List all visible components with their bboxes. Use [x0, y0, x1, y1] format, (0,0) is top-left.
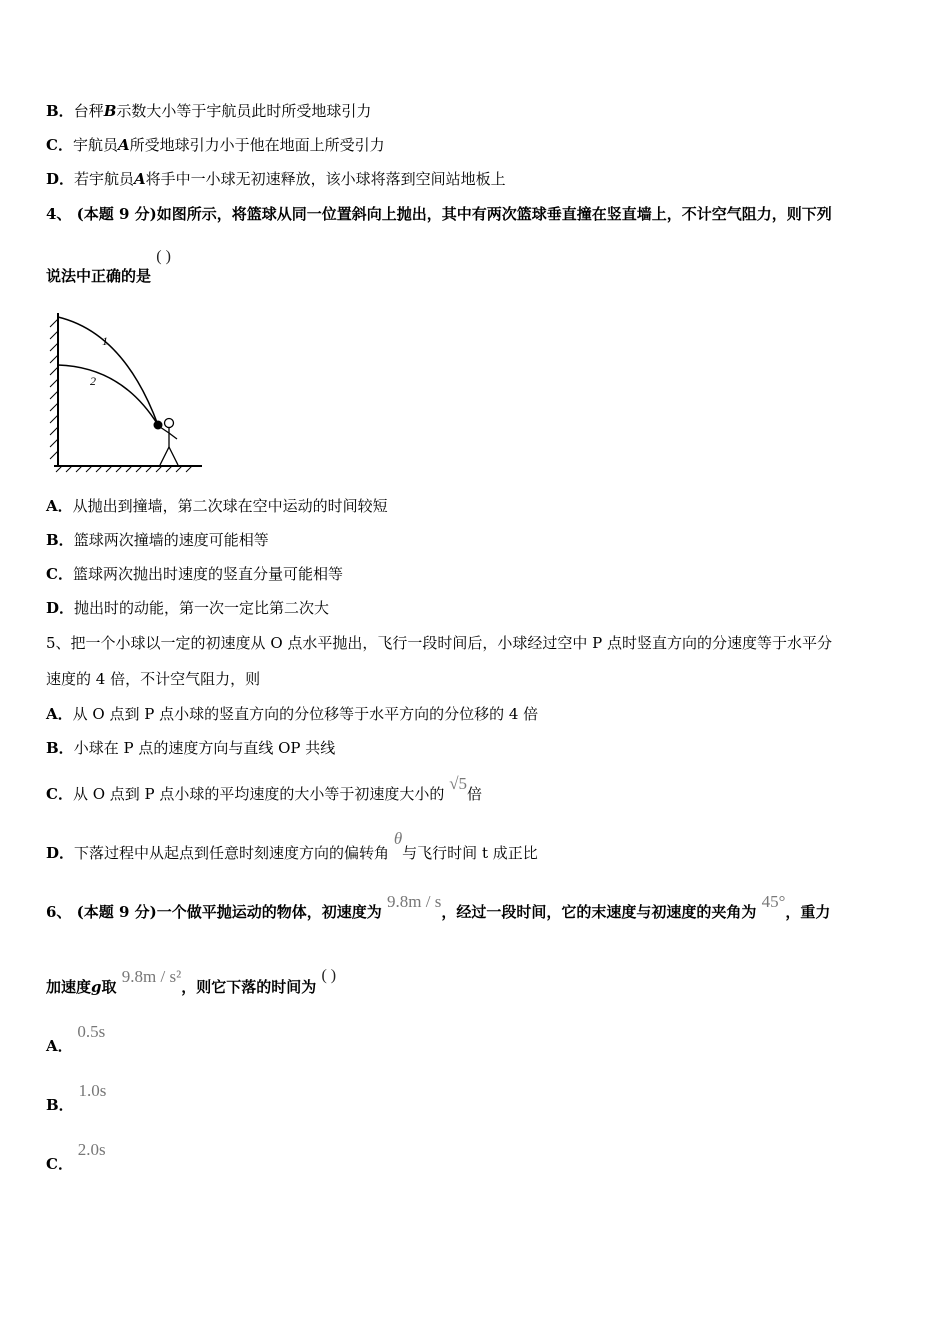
q5-option-d: D．下落过程中从起点到任意时刻速度方向的偏转角 θ与飞行时间 t 成正比: [46, 829, 538, 862]
q4-stem-line2: 说法中正确的是 ( ): [46, 248, 171, 285]
angle-value: 45°: [761, 892, 786, 911]
q3-option-d: D．若宇航员A将手中一小球无初速释放，该小球将落到空间站地板上: [46, 170, 506, 188]
curve-label-1: 1: [102, 334, 108, 348]
theta-symbol: θ: [393, 829, 403, 848]
q4-option-a: A．从抛出到撞墙，第二次球在空中运动的时间较短: [46, 497, 388, 515]
q6-stem-line2: 加速度g取 9.8m / s²，则它下落的时间为 ( ): [46, 967, 337, 996]
trajectory-1: [58, 317, 158, 425]
q6-option-b: B． 1.0s: [46, 1081, 107, 1114]
answer-blank: ( ): [156, 248, 171, 265]
curve-label-2: 2: [90, 374, 96, 388]
q3-option-c: C．宇航员A所受地球引力小于他在地面上所受引力: [46, 136, 385, 154]
q5-option-c: C．从 O 点到 P 点小球的平均速度的大小等于初速度大小的 √5倍: [46, 774, 483, 803]
initial-velocity: 9.8m / s: [387, 892, 442, 911]
basketball-wall-figure: [44, 305, 209, 475]
q5-stem-line2: 速度的 4 倍，不计空气阻力，则: [46, 670, 261, 688]
q6-option-a: A． 0.5s: [46, 1022, 106, 1055]
q4-option-b: B．篮球两次撞墙的速度可能相等: [46, 531, 269, 549]
q4-option-c: C．篮球两次抛出时速度的竖直分量可能相等: [46, 565, 343, 583]
wall-hatching: [50, 319, 58, 459]
q3-option-b: B．台秤B示数大小等于宇航员此时所受地球引力: [46, 102, 372, 120]
q4-option-d: D．抛出时的动能，第一次一定比第二次大: [46, 599, 330, 617]
q4-stem-line1: 4、 (本题 9 分)如图所示，将篮球从同一位置斜向上抛出，其中有两次篮球垂直撞在竖直墙上，不计空气阻力，则下列: [46, 205, 832, 223]
q5-option-b: B．小球在 P 点的速度方向与直线 OP 共线: [46, 739, 336, 757]
trajectory-2: [58, 365, 158, 425]
q6-option-c: C． 2.0s: [46, 1140, 106, 1173]
gravity-value: 9.8m / s²: [121, 967, 182, 986]
thrower-figure: [160, 419, 178, 466]
q5-stem-line1: 5、把一个小球以一定的初速度从 O 点水平抛出，飞行一段时间后，小球经过空中 P 点时竖直方向的分速度等于水平分: [46, 634, 833, 652]
q5-option-a: A．从 O 点到 P 点小球的竖直方向的分位移等于水平方向的分位移的 4 倍: [46, 705, 539, 723]
answer-blank: ( ): [321, 967, 337, 984]
sqrt5: √5: [449, 774, 468, 793]
q6-stem-line1: 6、 (本题 9 分)一个做平抛运动的物体，初速度为 9.8m / s，经过一段时间，它的末速度与初速度的夹角为 45°，重力: [46, 892, 831, 921]
